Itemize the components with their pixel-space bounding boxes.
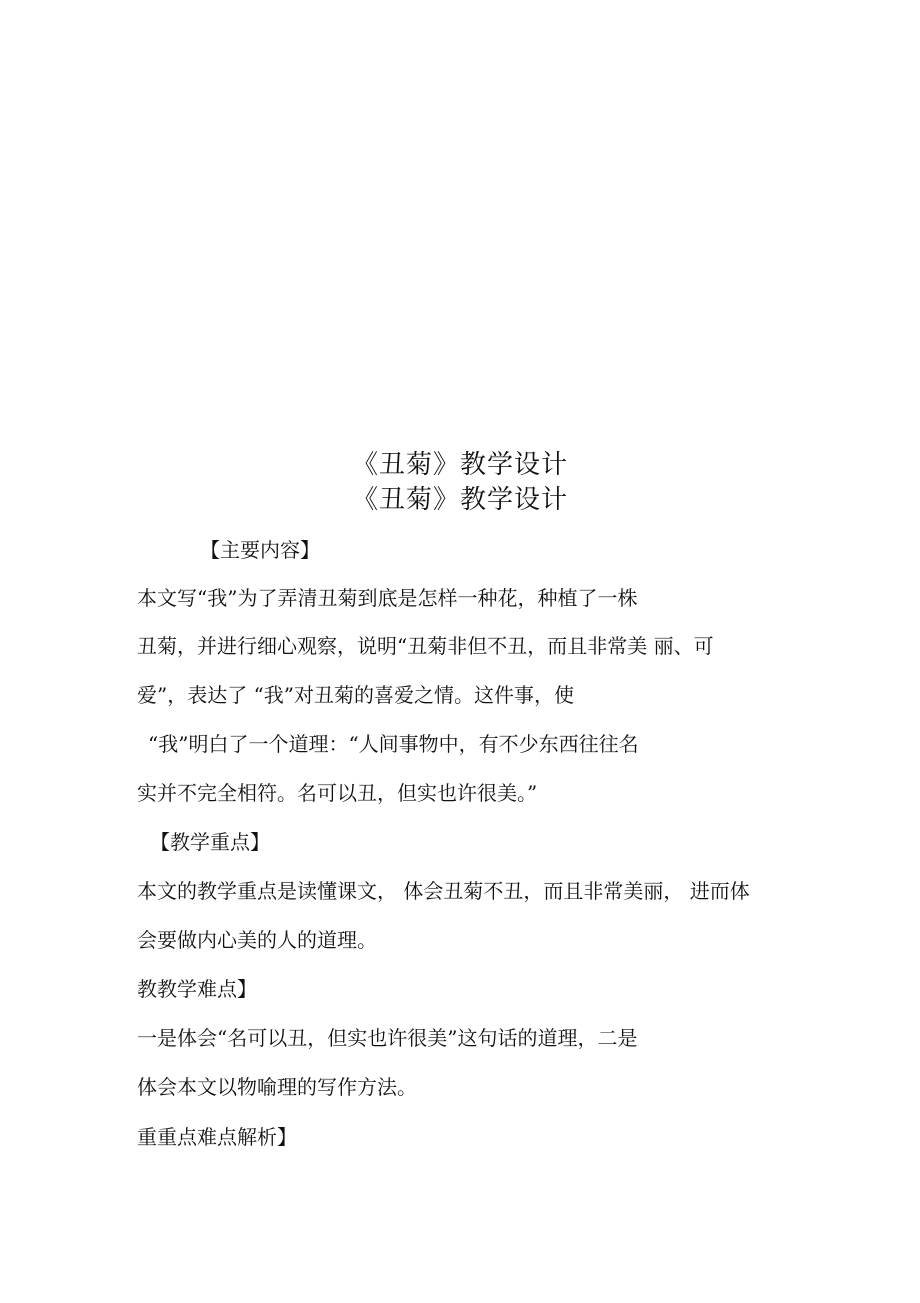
paragraph-line: 会要做内心美的人的道理。	[137, 928, 377, 952]
paragraph-line: “我”明白了一个道理：“人间事物中，有不少东西往往名	[148, 732, 639, 756]
paragraph-line: 丑菊，并进行细心观察，说明“丑菊非但不丑，而且非常美 丽、可	[137, 634, 714, 658]
paragraph-line: 体会本文以物喻理的写作方法。	[137, 1075, 417, 1099]
section-heading-main-content: 【主要内容】	[200, 538, 320, 562]
document-title: 《丑菊》教学设计	[351, 450, 568, 480]
section-heading-key-points: 【教学重点】	[150, 830, 270, 854]
paragraph-line: 一是体会“名可以丑，但实也许很美”这句话的道理，二是	[137, 1026, 638, 1050]
paragraph-line: 爱”，表达了 “我”对丑菊的喜爱之情。这件事，使	[137, 683, 575, 707]
document-title-repeat: 《丑菊》教学设计	[351, 485, 568, 515]
section-heading-difficulties: 教教学难点】	[137, 977, 257, 1001]
section-heading-analysis: 重重点难点解析】	[137, 1125, 297, 1149]
paragraph-line: 本文写“我”为了弄清丑菊到底是怎样一种花，种植了一株	[137, 586, 638, 610]
paragraph-line: 本文的教学重点是读懂课文， 体会丑菊不丑，而且非常美丽， 进而体	[137, 879, 750, 903]
paragraph-line: 实并不完全相符。名可以丑，但实也许很美。”	[137, 781, 538, 805]
